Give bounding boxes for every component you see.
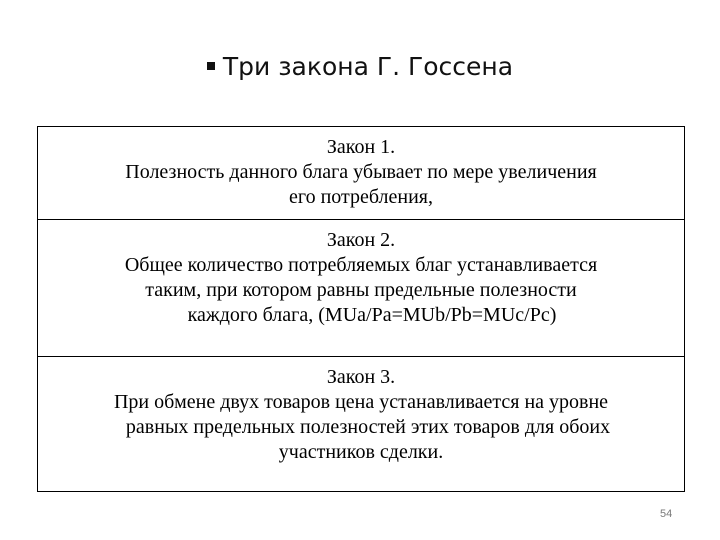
law-1-cell — [38, 135, 684, 217]
law-2-line-3: каждого блага, (MUa/Pa=MUb/Pb=MUc/Pc) — [187, 304, 557, 326]
law-2-line-2: таким, при котором равны предельные полезности — [145, 279, 577, 301]
law-3-line-2: равных предельных полезностей этих товаров для обоих — [125, 416, 611, 438]
law-3-cell — [38, 356, 684, 491]
slide-title — [0, 52, 720, 81]
law-2-heading: Закон 2. — [326, 229, 396, 251]
law-3-line-1: При обмене двух товаров цена устанавливается на уровне — [113, 391, 609, 413]
law-3-heading: Закон 3. — [326, 366, 396, 388]
law-1-line-1: Полезность данного блага убывает по мере увеличения — [125, 161, 597, 183]
law-2-cell — [38, 219, 684, 355]
square-bullet-icon — [207, 62, 215, 70]
law-3-line-3: участников сделки. — [278, 441, 444, 463]
slide-title-text: Три закона Г. Госсена — [222, 52, 514, 81]
laws-table — [37, 126, 685, 492]
law-2-line-1: Общее количество потребляемых благ устанавливается — [124, 254, 598, 276]
law-1-line-2: его потребления, — [288, 186, 434, 208]
law-1-heading: Закон 1. — [326, 136, 396, 158]
page-number: 54 — [660, 508, 673, 520]
